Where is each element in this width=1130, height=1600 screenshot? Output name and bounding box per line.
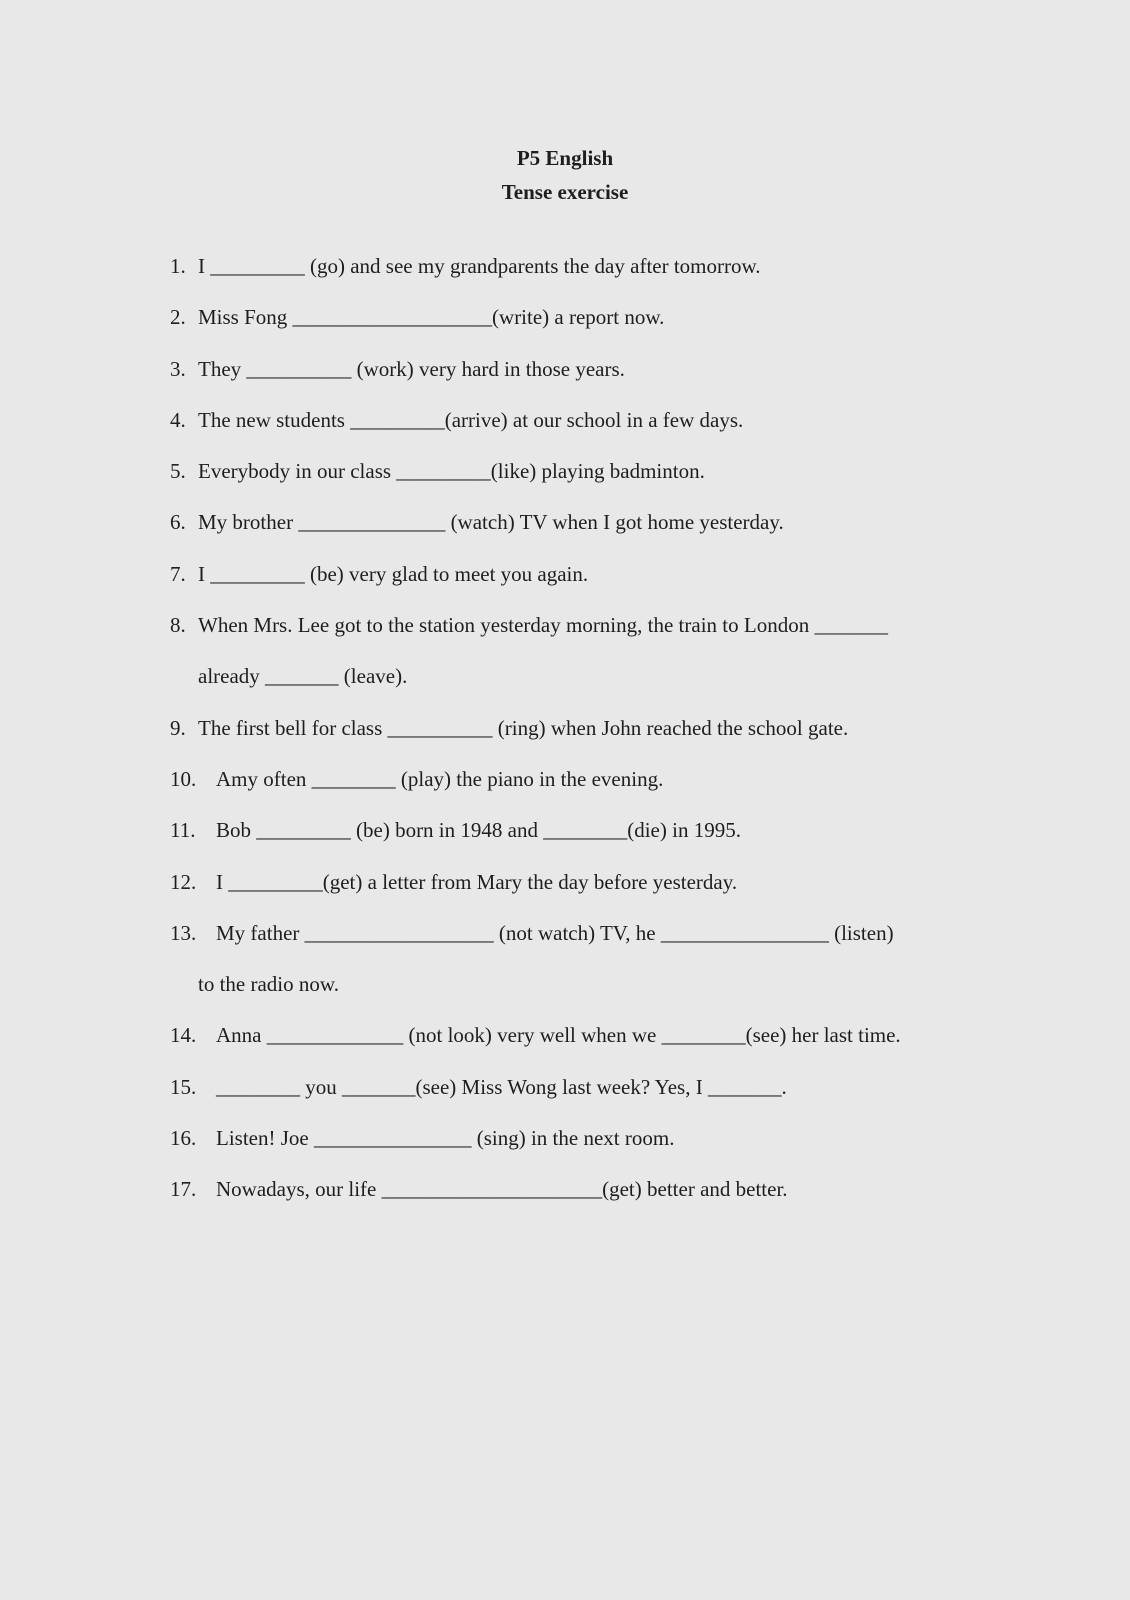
question-17 bbox=[170, 1171, 990, 1222]
question-number: 14. bbox=[170, 1023, 197, 1048]
question-number: 9. bbox=[170, 715, 186, 740]
question-2 bbox=[170, 299, 990, 350]
question-number: 12. bbox=[170, 869, 197, 894]
question-1 bbox=[170, 248, 990, 299]
question-text: I _________(get) a letter from Mary the day before yesterday. bbox=[216, 869, 738, 894]
question-number: 6. bbox=[170, 510, 186, 535]
question-6 bbox=[170, 504, 990, 555]
question-number: 11. bbox=[170, 818, 196, 843]
page-title: P5 English bbox=[516, 146, 614, 170]
title-block bbox=[0, 141, 1130, 209]
question-number: 17. bbox=[170, 1177, 197, 1202]
question-text: I _________ (be) very glad to meet you again. bbox=[198, 561, 589, 586]
question-list bbox=[170, 248, 990, 1223]
question-text-continued: already _______ (leave). bbox=[198, 664, 408, 689]
question-13 bbox=[170, 915, 990, 966]
question-text: When Mrs. Lee got to the station yesterday morning, the train to London _______ bbox=[198, 613, 888, 638]
question-number: 5. bbox=[170, 459, 186, 484]
question-text-continued: to the radio now. bbox=[198, 972, 339, 997]
question-number: 8. bbox=[170, 613, 186, 638]
question-number: 13. bbox=[170, 920, 197, 945]
question-10 bbox=[170, 761, 990, 812]
question-13-continued bbox=[170, 966, 990, 1017]
question-9 bbox=[170, 710, 990, 761]
question-number: 4. bbox=[170, 407, 186, 432]
question-16 bbox=[170, 1120, 990, 1171]
question-number: 2. bbox=[170, 305, 186, 330]
question-15 bbox=[170, 1069, 990, 1120]
question-text: The new students _________(arrive) at our school in a few days. bbox=[198, 407, 744, 432]
question-text: Bob _________ (be) born in 1948 and ________(die) in 1995. bbox=[216, 818, 741, 843]
question-number: 15. bbox=[170, 1074, 197, 1099]
question-8-continued bbox=[170, 658, 990, 709]
question-7 bbox=[170, 556, 990, 607]
question-text: My father __________________ (not watch) TV, he ________________ (listen) bbox=[216, 920, 894, 945]
question-number: 3. bbox=[170, 356, 186, 381]
question-3 bbox=[170, 351, 990, 402]
question-8 bbox=[170, 607, 990, 658]
question-text: ________ you _______(see) Miss Wong last week? Yes, I _______. bbox=[216, 1074, 787, 1099]
question-text: Anna _____________ (not look) very well when we ________(see) her last time. bbox=[216, 1023, 901, 1048]
question-text: My brother ______________ (watch) TV when I got home yesterday. bbox=[198, 510, 784, 535]
question-text: Everybody in our class _________(like) playing badminton. bbox=[198, 459, 705, 484]
question-5 bbox=[170, 453, 990, 504]
question-text: Amy often ________ (play) the piano in the evening. bbox=[216, 766, 664, 791]
question-number: 16. bbox=[170, 1126, 197, 1151]
question-text: The first bell for class __________ (ring) when John reached the school gate. bbox=[198, 715, 849, 740]
question-number: 7. bbox=[170, 561, 186, 586]
question-text: Listen! Joe _______________ (sing) in the next room. bbox=[216, 1126, 675, 1151]
question-11 bbox=[170, 812, 990, 863]
question-14 bbox=[170, 1017, 990, 1068]
question-text: Miss Fong ___________________(write) a report now. bbox=[198, 305, 665, 330]
question-number: 10. bbox=[170, 766, 197, 791]
question-text: I _________ (go) and see my grandparents the day after tomorrow. bbox=[198, 254, 761, 278]
question-text: Nowadays, our life _____________________(get) better and better. bbox=[216, 1177, 788, 1202]
page-subtitle: Tense exercise bbox=[501, 180, 629, 204]
question-4 bbox=[170, 402, 990, 453]
question-number: 1. bbox=[170, 254, 186, 278]
question-text: They __________ (work) very hard in those years. bbox=[198, 356, 625, 381]
question-12 bbox=[170, 864, 990, 915]
